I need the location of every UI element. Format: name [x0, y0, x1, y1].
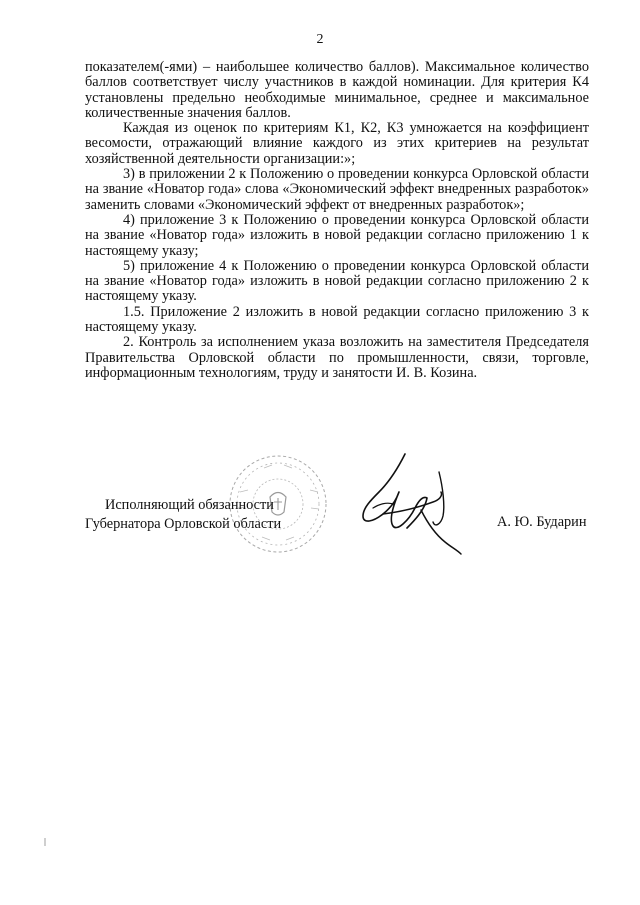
document-body [85, 60, 589, 381]
page-number: 2 [316, 32, 324, 47]
paragraph-control: 2. Контроль за исполнением указа возложить на заместителя Председателя Правительства Орловской области по промышленности, связи, торговле, информационным технологиям, труду и занятости И. В. Козина. [85, 334, 589, 381]
paragraph-item-5: 5) приложение 4 к Положению о проведении конкурса Орловской области на звание «Новатор года» изложить в новой редакции согласно приложению 2 к настоящему указу. [85, 257, 589, 305]
handwritten-signature-icon [353, 450, 473, 562]
paragraph-continuation: показателем(-ями) – наибольшее количество баллов). Максимальное количество баллов соответствует числу участников в каждой номинации. Для критерия К4 установлены предельно необходимые минимальное, среднее и максимальное количественные значения баллов. [85, 59, 589, 121]
signatory-position [85, 496, 325, 534]
paragraph-item-3: 3) в приложении 2 к Положению о проведении конкурса Орловской области на звание «Новатор года» слова «Экономический эффект внедренных разработок» заменить словами «Экономический эффект от внедренных разработок»; [85, 166, 589, 213]
signer-name: А. Ю. Бударин [497, 514, 587, 530]
scan-artifact [44, 838, 46, 846]
paragraph-weight-coefficient: Каждая из оценок по критериям К1, К2, К3 умножается на коэффициент весомости, отражающий влияние каждого из этих критериев на результат хозяйственной деятельности организации:»; [85, 120, 589, 167]
signatory-position-line-1: Исполняющий обязанности [105, 497, 274, 513]
paragraph-item-4: 4) приложение 3 к Положению о проведении конкурса Орловской области на звание «Новатор года» изложить в новой редакции согласно приложению 1 к настоящему указу; [85, 211, 589, 259]
signatory-position-line-2: Губернатора Орловской области [85, 516, 282, 532]
paragraph-1-5: 1.5. Приложение 2 изложить в новой редакции согласно приложению 3 к настоящему указу. [85, 303, 589, 336]
